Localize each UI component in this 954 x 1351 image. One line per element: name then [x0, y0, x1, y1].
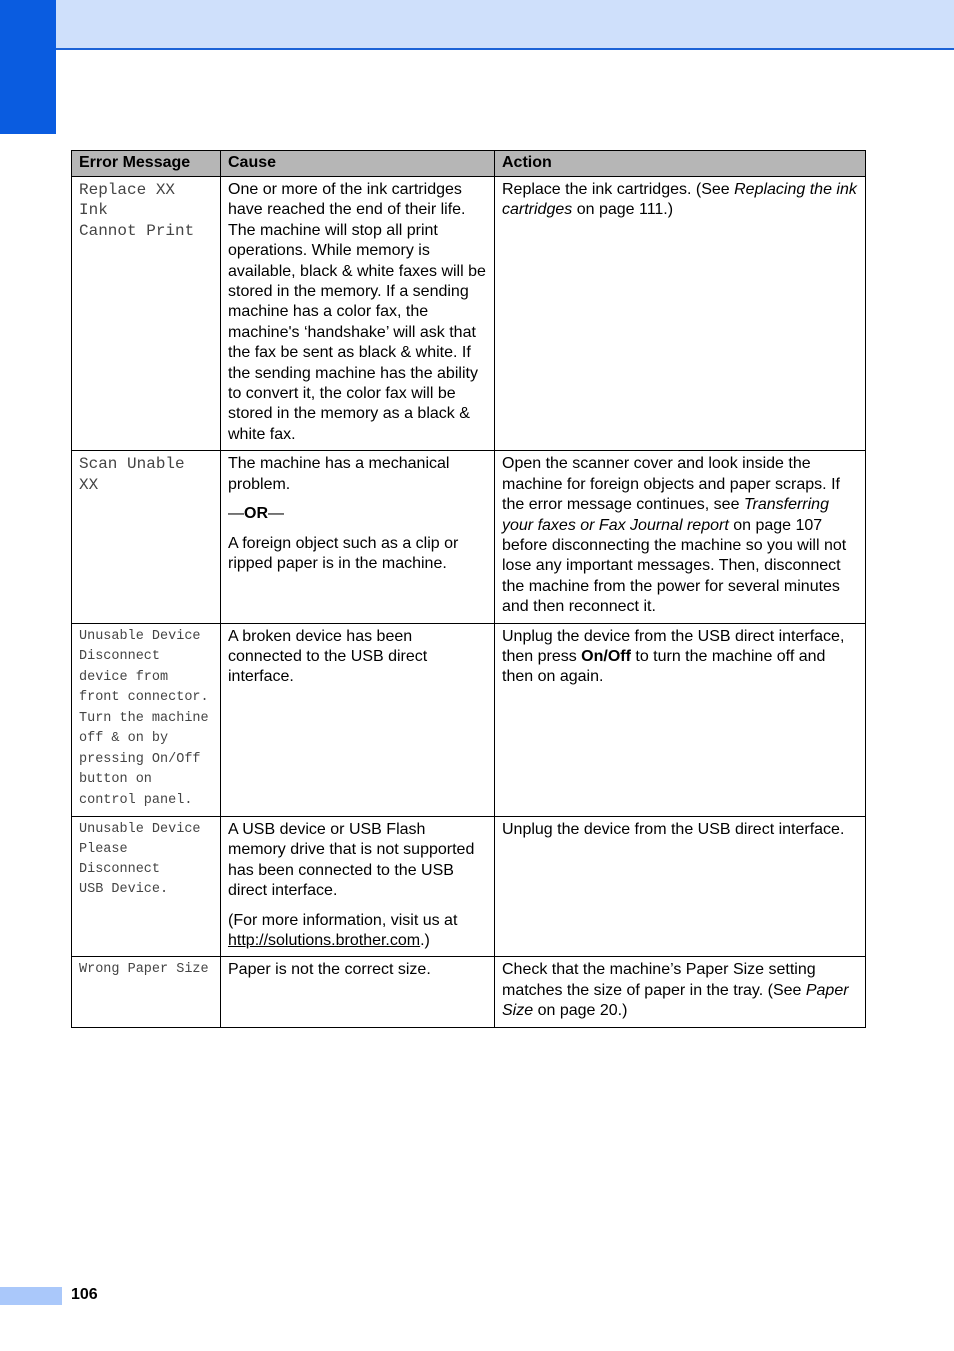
or-label: OR: [244, 505, 268, 523]
error-message-line: Please Disconnect: [79, 842, 161, 878]
cause-cell: [221, 177, 495, 451]
footer-tab: [0, 1287, 62, 1305]
header-cause: Cause: [221, 151, 495, 177]
error-message-line: control panel.: [79, 792, 193, 808]
cause-cell: [221, 623, 495, 817]
action-text-part: to turn the machine off and then on again.: [502, 647, 826, 686]
header-error-message: Error Message: [72, 151, 221, 177]
action-text-part: Open the scanner cover and look inside the machine for foreign objects and paper scraps. If the error message continues, see: [502, 455, 840, 514]
action-text-part: Unplug the device from the USB direct interface, then press: [502, 627, 845, 665]
action-text: [502, 454, 858, 617]
action-text: [502, 627, 858, 688]
error-message-line: button on: [79, 772, 152, 788]
cause-text-part: .): [420, 932, 430, 950]
cause-text: A broken device has been connected to the USB direct interface.: [228, 627, 428, 686]
error-message-line: Cannot Print: [79, 221, 195, 240]
table-header-row: [72, 151, 866, 177]
page-number: 106: [71, 1286, 98, 1303]
or-separator: [228, 504, 487, 524]
cause-text: A foreign object such as a clip or ripped paper is in the machine.: [228, 534, 459, 572]
error-message-line: Replace XX Ink: [79, 181, 176, 220]
action-text: [502, 960, 858, 1021]
or-dash: —: [268, 505, 284, 523]
cause-cell: [221, 817, 495, 957]
action-text-part: Replace the ink cartridges. (See: [502, 181, 735, 198]
error-message-cell: [72, 623, 221, 817]
action-cell: [495, 817, 866, 957]
error-message-line: Wrong Paper Size: [79, 962, 209, 978]
table-row: [72, 451, 866, 623]
cause-cell: [221, 957, 495, 1027]
error-message-line: Turn the machine: [79, 710, 209, 726]
table-row: [72, 817, 866, 957]
action-text: Unplug the device from the USB direct interface.: [502, 821, 845, 839]
action-cell: [495, 957, 866, 1027]
action-cell: [495, 451, 866, 623]
error-message-table: [71, 150, 866, 1028]
error-message-line: Unusable Device: [79, 822, 201, 838]
cause-text: [228, 911, 487, 952]
table-row: [72, 623, 866, 817]
support-link[interactable]: http://solutions.brother.com: [228, 932, 421, 950]
cause-text: A USB device or USB Flash memory drive that is not supported has been connected to the USB direct interface.: [228, 821, 475, 900]
action-text-part: on page 111.): [572, 201, 674, 219]
error-message-line: Scan Unable XX: [79, 455, 185, 494]
cause-text: One or more of the ink cartridges have reached the end of their life. The machine will stop all print operations. While memory is available, black & white faxes will be stored in the memory. If a sending machine has a color fax, the machine's ‘handshake’ will ask that the fax be sent as black & white. If the sending machine has the ability to convert it, the color fax will be stored in the memory as a black & white fax.: [228, 181, 486, 443]
action-text-part: on page 107 before disconnecting the machine so you will not lose any important messages. Then, disconnect the machine from the power for several minutes and then reconnect it.: [502, 516, 847, 616]
error-message-cell: [72, 957, 221, 1027]
chapter-tab: [0, 0, 56, 134]
error-message-line: Unusable Device: [79, 628, 201, 644]
error-message-cell: [72, 177, 221, 451]
error-message-line: front connector.: [79, 690, 209, 706]
header-band: [56, 0, 954, 50]
error-message-cell: [72, 451, 221, 623]
cause-text: Paper is not the correct size.: [228, 961, 431, 979]
action-cell: [495, 623, 866, 817]
or-dash: —: [228, 505, 244, 523]
cause-text-part: (For more information, visit us at: [228, 911, 458, 929]
header-action: Action: [495, 151, 866, 177]
action-text-part: on page 20.): [533, 1002, 628, 1020]
on-off-key-label: On/Off: [581, 647, 631, 665]
cross-reference: Replacing the ink cartridges: [502, 181, 857, 219]
error-message-cell: [72, 817, 221, 957]
error-message-line: off & on by: [79, 731, 169, 747]
action-cell: [495, 177, 866, 451]
action-text: [502, 180, 858, 221]
cross-reference: Transferring your faxes or Fax Journal report: [502, 496, 829, 534]
cause-cell: [221, 451, 495, 623]
table-row: [72, 957, 866, 1027]
error-message-line: device from: [79, 669, 169, 685]
cross-reference: Paper Size: [502, 981, 849, 1020]
cause-text: The machine has a mechanical problem.: [228, 455, 450, 493]
error-message-line: Disconnect: [79, 649, 161, 665]
action-text-part: Check that the machine’s Paper Size setting matches the size of paper in the tray. (See: [502, 961, 816, 999]
error-message-line: USB Device.: [79, 882, 169, 898]
table-row: [72, 177, 866, 451]
error-message-line: pressing On/Off: [79, 751, 201, 767]
